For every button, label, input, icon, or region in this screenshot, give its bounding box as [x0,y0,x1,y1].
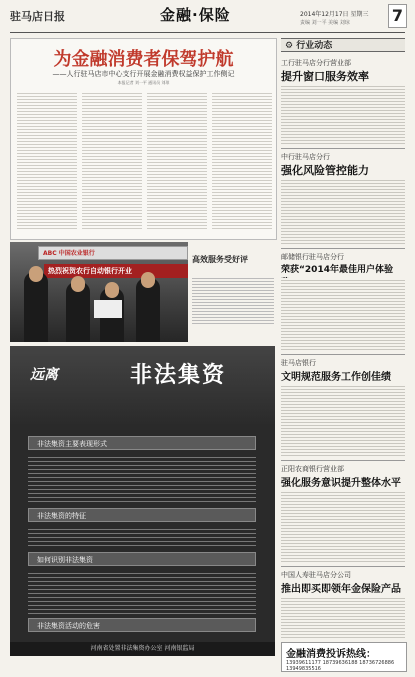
article-headline: 文明规范服务工作创佳绩 [281,372,391,383]
editor-line: 责编 刘一平 美编 刘琼 [300,20,350,26]
ad-section-header: 非法集资的特征 [28,508,256,522]
article-body [281,596,405,638]
ad-footer: 河南省处置非法集资办公室 河南银监局 [10,642,275,656]
held-box [94,300,122,318]
hotline-title: 金融消费投诉热线： [286,649,376,660]
person-head [105,282,119,298]
article-separator [281,460,405,461]
article-headline: 推出即买即领年金保险产品 [281,584,401,595]
ad-slogan: 远离 [30,367,58,383]
article-text-column [82,91,142,231]
person-head [29,266,43,282]
article-separator [281,148,405,149]
ad-section-text [28,570,256,614]
person-figure [24,272,48,342]
complaint-hotline-box [281,642,407,672]
article-org: 工行驻马店分行营业部 [281,59,351,67]
gear-icon: ⚙ [285,41,297,51]
article-headline: 提升窗口服务效率 [281,70,369,83]
bank-opening-photo [10,242,188,342]
paper-name: 驻马店日报 [10,10,65,23]
section-title: 金融·保险 [160,6,231,24]
article-separator [281,354,405,355]
masthead-rule [10,32,405,33]
person-head [71,276,85,292]
main-subheadline: ——人行驻马店市中心支行开展金融消费权益保护工作侧记 [52,70,235,78]
ad-section-header: 非法集资主要表现形式 [28,436,256,450]
article-headline: 强化风险管控能力 [281,164,369,177]
person-head [141,272,155,288]
ad-section-header: 如何识别非法集资 [28,552,256,566]
article-body [281,84,405,144]
page-number: 7 [388,4,407,28]
article-body [281,490,405,562]
hotline-numbers: 13939611177 18739636188 18736726886 13949835516 [286,660,395,672]
main-headline: 为金融消费者保驾护航 [53,49,234,70]
bank-sign: ABC 中国农业银行 [38,246,188,260]
article-separator [281,566,405,567]
opening-banner: 热烈祝贺农行自动银行开业 [44,264,188,278]
article-separator [281,248,405,249]
article-text-column [212,91,272,231]
article-org: 邮储银行驻马店分行 [281,253,344,261]
photo-caption [192,276,274,324]
article-org: 正阳农商银行营业部 [281,465,344,473]
article-body [281,384,405,456]
article-headline: 强化服务意识提升整体水平 [281,478,401,489]
ad-section-header: 非法集资活动的危害 [28,618,256,632]
article-body [281,278,405,350]
ad-section-text [28,454,256,504]
article-org: 驻马店银行 [281,359,316,367]
photo-headline: 高效服务受好评 [192,255,248,264]
article-headline: 荣获“2014年最佳用户体验 [281,265,393,275]
article-body [281,178,405,244]
article-org: 中国人寿驻马店分公司 [281,571,351,579]
ad-section-text [28,526,256,548]
article-text-column [17,91,77,231]
section-tag: ⚙ 行业动态 [281,38,405,52]
main-article [10,38,277,240]
article-text-column [147,91,207,231]
masthead [10,4,405,32]
illegal-fundraising-ad [10,346,275,656]
issue-date: 2014年12月17日 星期三 [300,11,369,18]
article-org: 中行驻马店分行 [281,153,330,161]
main-byline: 本报记者 刘一平 通讯员 刘琼 [117,80,170,85]
ad-title: 非法集资 [130,363,227,388]
